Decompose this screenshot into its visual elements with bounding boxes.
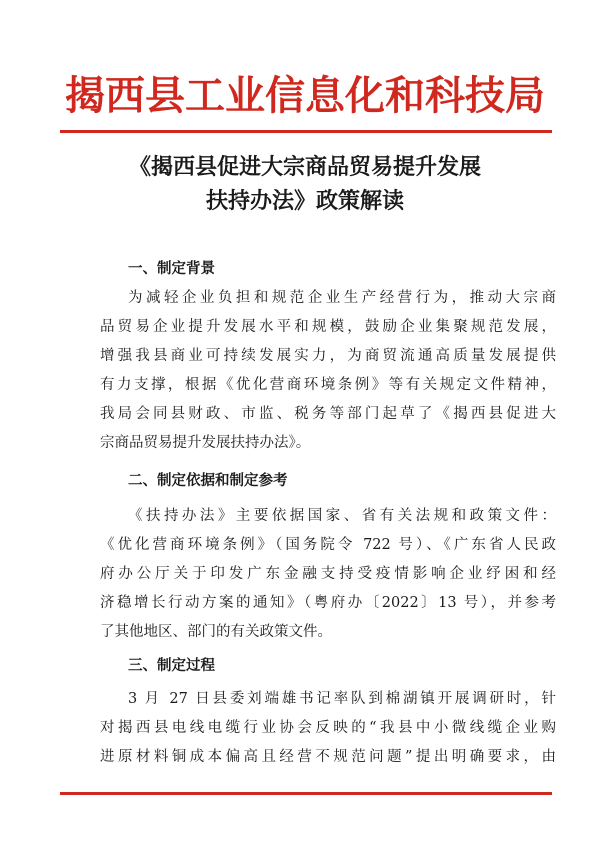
letterhead-red-rule xyxy=(60,130,552,133)
paragraph-line: 对揭西县电线电缆行业协会反映的“我县中小微线缆企业购 xyxy=(100,720,556,736)
paragraph-line: 有力支撑，根据《优化营商环境条例》等有关规定文件精神， xyxy=(100,377,556,393)
paragraph-line: 增强我县商业可持续发展实力，为商贸流通高质量发展提供 xyxy=(100,348,556,364)
paragraph-line: 《扶持办法》主要依据国家、省有关法规和政策文件： xyxy=(128,508,556,524)
section-heading-background: 一、制定背景 xyxy=(128,261,215,277)
paragraph-line: 我局会同县财政、市监、税务等部门起草了《揭西县促进大 xyxy=(100,406,556,422)
paragraph-line: 《优化营商环境条例》（国务院令 722 号）、《广东省人民政 xyxy=(100,537,556,553)
paragraph-line: 为减轻企业负担和规范企业生产经营行为，推动大宗商 xyxy=(128,290,556,306)
paragraph-line: 进原材料铜成本偏高且经营不规范问题”提出明确要求，由 xyxy=(100,749,556,765)
paragraph-line: 宗商品贸易提升发展扶持办法》。 xyxy=(100,435,311,451)
section-heading-basis: 二、制定依据和制定参考 xyxy=(128,473,288,489)
section-heading-process: 三、制定过程 xyxy=(128,658,215,674)
letterhead-org-name: 揭西县工业信息化和科技局 xyxy=(65,72,545,119)
paragraph-line: 3 月 27 日县委刘端雄书记率队到棉湖镇开展调研时，针 xyxy=(128,691,556,707)
document-title-line-1: 《揭西县促进大宗商品贸易提升发展 xyxy=(128,154,481,180)
document-title-line-2: 扶持办法》政策解读 xyxy=(205,188,404,214)
footer-red-rule xyxy=(60,792,552,795)
paragraph-line: 府办公厅关于印发广东金融支持受疫情影响企业纾困和经 xyxy=(100,566,556,582)
paragraph-line: 济稳增长行动方案的通知》（粤府办〔2022〕13 号），并参考 xyxy=(100,595,556,611)
paragraph-line: 品贸易企业提升发展水平和规模，鼓励企业集聚规范发展， xyxy=(100,319,556,335)
paragraph-line: 了其他地区、部门的有关政策文件。 xyxy=(100,624,332,640)
